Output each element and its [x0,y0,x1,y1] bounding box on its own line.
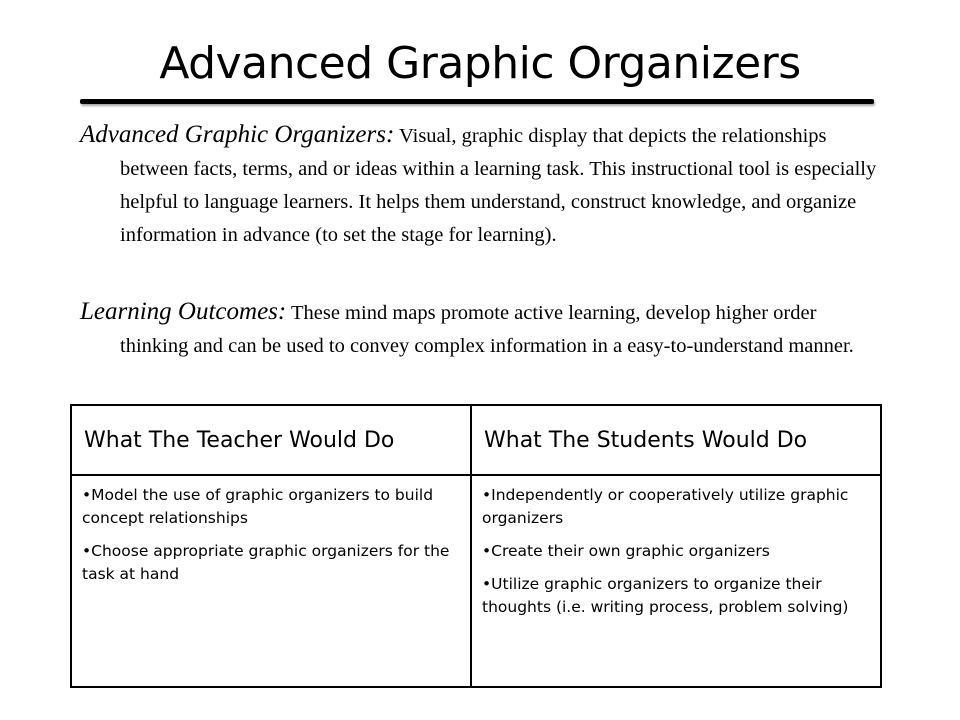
roles-table [70,404,882,688]
list-item: • Create their own graphic organizers [482,540,872,563]
definition-term: Advanced Graphic Organizers: [80,121,395,148]
students-cell [472,476,880,686]
list-item: • Independently or cooperatively utilize graphic organizers [482,484,872,530]
teacher-list [82,484,462,586]
list-item: • Utilize graphic organizers to organize their thoughts (i.e. writing process, problem solving) [482,573,872,619]
definition-paragraph [80,118,880,252]
students-column-header: What The Students Would Do [472,406,880,476]
outcomes-term: Learning Outcomes: [80,298,287,325]
students-list [482,484,872,619]
teacher-cell [72,476,472,686]
teacher-column-header: What The Teacher Would Do [72,406,472,476]
definition-text: Visual, graphic display that depicts the relationships between facts, terms, and or ideas within a learning task. This instructional tool is especially helpful to language learners. It helps them understand, construct knowledge, and organize information in advance (to set the stage for learning). [120,125,877,246]
outcomes-paragraph [80,295,880,363]
slide-title: Advanced Graphic Organizers [159,38,801,89]
outcomes-text: These mind maps promote active learning, develop higher order thinking and can be used to convey complex information in a easy-to-understand manner. [120,302,854,357]
list-item: • Model the use of graphic organizers to build concept relationships [82,484,462,530]
list-item: • Choose appropriate graphic organizers for the task at hand [82,540,462,586]
title-underline [80,99,874,104]
